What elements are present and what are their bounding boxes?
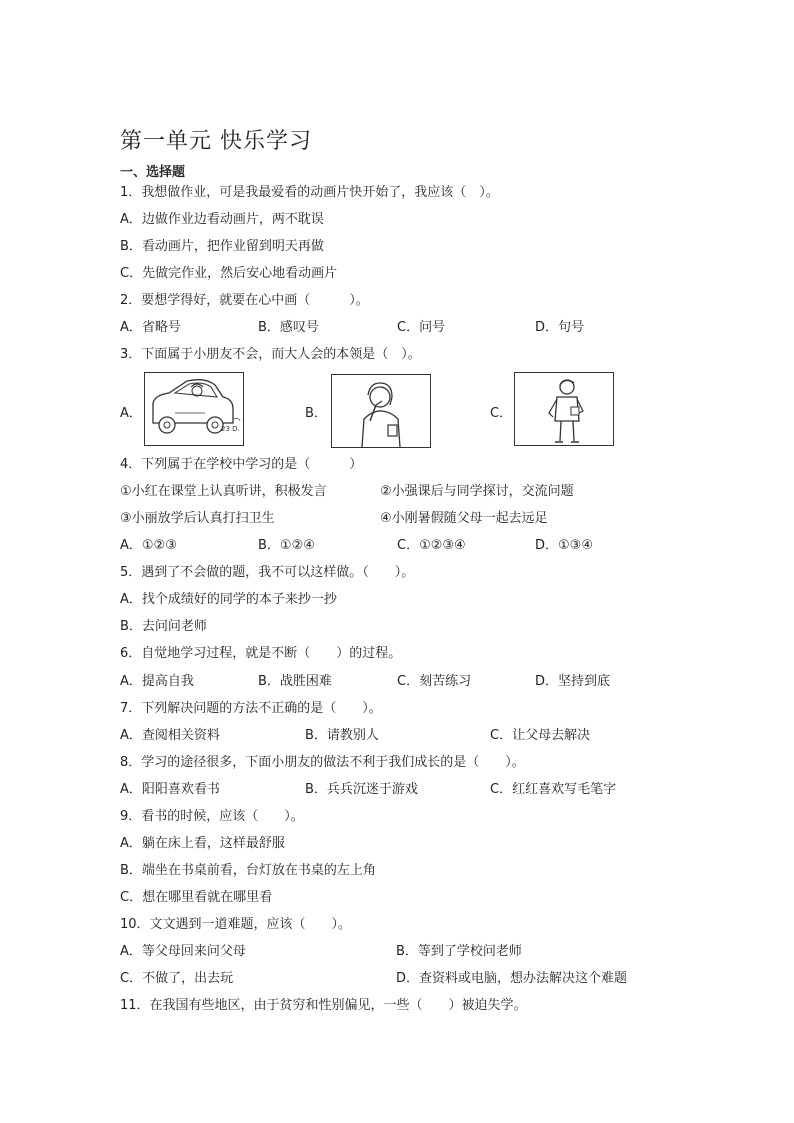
q4-option-d[interactable]: D．①③④: [535, 538, 593, 553]
q10-stem: 10．文文遇到一道难题，应该（ ）。: [120, 917, 352, 932]
brushing-teeth-icon: [332, 375, 430, 447]
q5-option-a[interactable]: A．找个成绩好的同学的本子来抄一抄: [120, 592, 337, 607]
q4-statement-3: ③小丽放学后认真打扫卫生: [120, 511, 275, 526]
q2-option-d[interactable]: D．句号: [535, 320, 585, 335]
q4-statement-4: ④小刚暑假随父母一起去远足: [380, 511, 548, 526]
q8-stem: 8．学习的途径很多，下面小朋友的做法不利于我们成长的是（ ）。: [120, 755, 525, 770]
q6-option-d[interactable]: D．坚持到底: [535, 674, 611, 689]
q10-option-b[interactable]: B．等到了学校问老师: [396, 944, 522, 959]
q10-option-c[interactable]: C．不做了，出去玩: [120, 971, 234, 986]
q7-option-b[interactable]: B．请教别人: [305, 728, 379, 743]
car-driving-icon: [145, 373, 243, 445]
q6-option-b[interactable]: B．战胜困难: [258, 674, 332, 689]
standing-man-icon: [515, 373, 613, 445]
q4-stem: 4．下列属于在学校中学习的是（ ）: [120, 457, 363, 472]
q3-option-c-image[interactable]: [514, 372, 614, 446]
q2-option-b[interactable]: B．感叹号: [258, 320, 319, 335]
q3-option-a-image[interactable]: [144, 372, 244, 446]
q3-option-c-label[interactable]: C．: [490, 406, 513, 421]
q4-statement-1: ①小红在课堂上认真听讲，积极发言: [120, 484, 327, 499]
q1-option-b[interactable]: B．看动画片，把作业留到明天再做: [120, 239, 324, 254]
q9-option-a[interactable]: A．躺在床上看，这样最舒服: [120, 836, 285, 851]
q2-stem: 2．要想学得好，就要在心中画（ ）。: [120, 293, 369, 308]
q2-option-c[interactable]: C．问号: [397, 320, 446, 335]
q10-option-d[interactable]: D．查资料或电脑，想办法解决这个难题: [396, 971, 628, 986]
q5-stem: 5．遇到了不会做的题，我不可以这样做。（ ）。: [120, 565, 415, 580]
q7-option-c[interactable]: C．让父母去解决: [490, 728, 591, 743]
q9-stem: 9．看书的时候，应该（ ）。: [120, 809, 304, 824]
q4-option-a[interactable]: A．①②③: [120, 538, 177, 553]
q1-stem: 1．我想做作业，可是我最爱看的动画片快开始了，我应该（ ）。: [120, 185, 499, 200]
q3-option-a-label[interactable]: A．: [120, 406, 142, 421]
q10-option-a[interactable]: A．等父母回来问父母: [120, 944, 246, 959]
q5-option-b[interactable]: B．去问问老师: [120, 619, 207, 634]
q9-option-c[interactable]: C．想在哪里看就在哪里看: [120, 890, 273, 905]
q7-option-a[interactable]: A．查阅相关资料: [120, 728, 220, 743]
q11-stem: 11．在我国有些地区，由于贫穷和性别偏见，一些（ ）被迫失学。: [120, 998, 527, 1013]
q1-option-c[interactable]: C．先做完作业，然后安心地看动画片: [120, 266, 338, 281]
page-title: 第一单元 快乐学习: [120, 129, 312, 154]
q6-option-a[interactable]: A．提高自我: [120, 674, 194, 689]
q1-option-a[interactable]: A．边做作业边看动画片，两不耽误: [120, 212, 324, 227]
q6-option-c[interactable]: C．刻苦练习: [397, 674, 472, 689]
section-heading: 一、选择题: [120, 165, 186, 180]
q3-option-b-label[interactable]: B．: [305, 406, 327, 421]
car-plate-text: 23 D.: [221, 425, 240, 433]
q4-option-c[interactable]: C．①②③④: [397, 538, 466, 553]
q4-statement-2: ②小强课后与同学探讨，交流问题: [380, 484, 574, 499]
q3-option-b-image[interactable]: [331, 374, 431, 448]
q2-option-a[interactable]: A．省略号: [120, 320, 181, 335]
q8-option-c[interactable]: C．红红喜欢写毛笔字: [490, 782, 617, 797]
q4-option-b[interactable]: B．①②④: [258, 538, 315, 553]
q6-stem: 6．自觉地学习过程，就是不断（ ）的过程。: [120, 646, 402, 661]
q9-option-b[interactable]: B．端坐在书桌前看，台灯放在书桌的左上角: [120, 863, 376, 878]
q3-stem: 3．下面属于小朋友不会，而大人会的本领是（ ）。: [120, 347, 421, 362]
q8-option-b[interactable]: B．兵兵沉迷于游戏: [305, 782, 418, 797]
q8-option-a[interactable]: A．阳阳喜欢看书: [120, 782, 220, 797]
q7-stem: 7．下列解决问题的方法不正确的是（ ）。: [120, 701, 382, 716]
